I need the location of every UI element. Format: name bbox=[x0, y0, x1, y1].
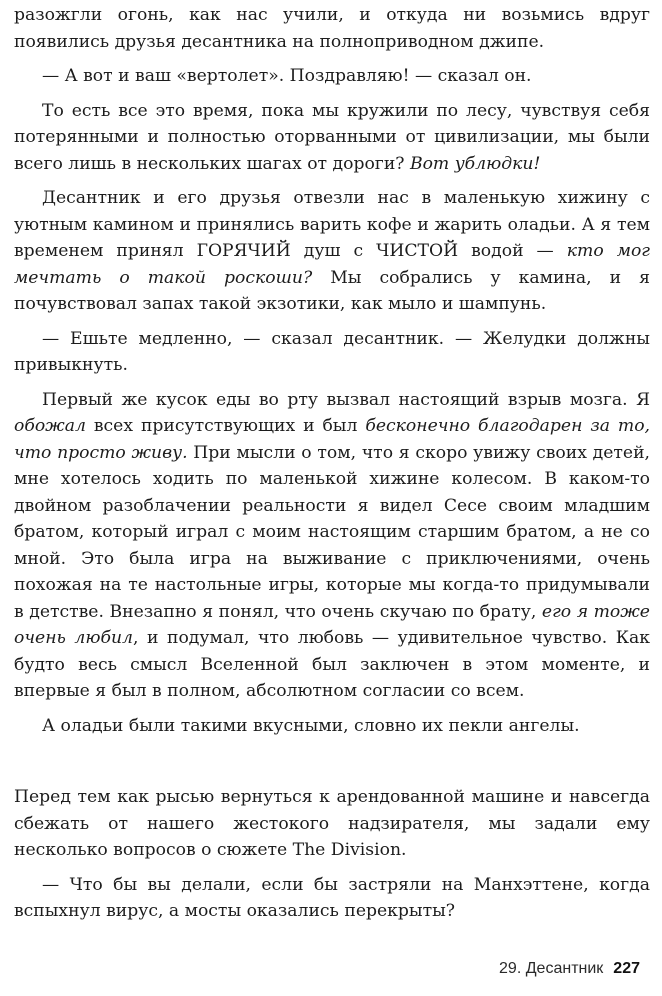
paragraph-dialogue-question: — Что бы вы делали, если бы застряли на Манхэттене, когда вспыхнул вирус, а мосты оказались перекрыты? bbox=[14, 874, 650, 921]
paragraph-first-bite bbox=[14, 387, 650, 705]
emphasis-text: кто мог мечтать о такой роскоши? bbox=[14, 241, 650, 288]
paragraph-text: всех присутствующих и был bbox=[85, 416, 366, 436]
main-text-section bbox=[14, 2, 650, 747]
paragraph-text: Мы собрались у камина, и я почувствовал запах такой экзотики, как мыло и шампунь. bbox=[14, 267, 650, 314]
emphasis-text: его я тоже очень любил bbox=[14, 601, 650, 648]
paragraph-dialogue-eat-slowly: — Ешьте медленно, — сказал десантник. — Желудки должны привыкнуть. bbox=[14, 328, 650, 375]
paragraph-text: Десантник и его друзья отвезли нас в маленькую хижину с уютным камином и принялись варить кофе и жарить оладьи. А я тем временем принял ГОРЯЧИЙ душ с ЧИСТОЙ водой — bbox=[14, 188, 650, 261]
paragraph-forest bbox=[14, 98, 650, 178]
emphasis-text: бесконечно благодарен за то, что просто живу. bbox=[14, 416, 651, 463]
paragraph-pancakes: А оладьи были такими вкусными, словно их пекли ангелы. bbox=[42, 715, 580, 736]
page-footer bbox=[499, 960, 640, 978]
paragraph-questions: Перед тем как рысью вернуться к арендованной машине и навсегда сбежать от нашего жестокого надзирателя, мы задали ему несколько вопросов о сюжете The Division. bbox=[14, 787, 650, 860]
paragraph-text: При мысли о том, что я скоро увижу своих детей, мне хотелось ходить по маленькой хижине колесом. В каком-то двойном разоблачении реальности я видел Сесе своим младшим братом, который играл с моим настоящим старшим братом, а не со мной. Это была игра на выживание с приключениями, очень похожая на те настольные игры, которые мы когда-то придумывали в детстве. Внезапно я понял, что очень скучаю по брату, bbox=[14, 442, 650, 622]
paragraph-cabin bbox=[14, 185, 650, 318]
paragraph-text: , и подумал, что любовь — удивительное чувство. Как будто весь смысл Вселенной был заключен в этом моменте, и впервые я был в полном, абсолютном согласии со всем. bbox=[14, 628, 651, 701]
page-number: 227 bbox=[613, 960, 640, 977]
emphasis-text: обожал bbox=[14, 416, 86, 436]
paragraph-text: Первый же кусок еды во рту вызвал настоящий взрыв мозга. Я bbox=[42, 389, 650, 410]
emphasis-text: Вот ублюдки! bbox=[409, 153, 541, 174]
paragraph-continuation: разожгли огонь, как нас учили, и откуда ни возьмись вдруг появились друзья десантника на полноприводном джипе. bbox=[14, 5, 650, 52]
chapter-title: 29. Десантник bbox=[499, 960, 604, 977]
paragraph-dialogue-helicopter: — А вот и ваш «вертолет». Поздравляю! — сказал он. bbox=[42, 66, 532, 86]
paragraph-text: То есть все это время, пока мы кружили по лесу, чувствуя себя потерянными и полностью оторванными от цивилизации, мы были всего лишь в нескольких шагах от дороги? bbox=[14, 100, 650, 174]
second-text-section bbox=[14, 784, 650, 933]
